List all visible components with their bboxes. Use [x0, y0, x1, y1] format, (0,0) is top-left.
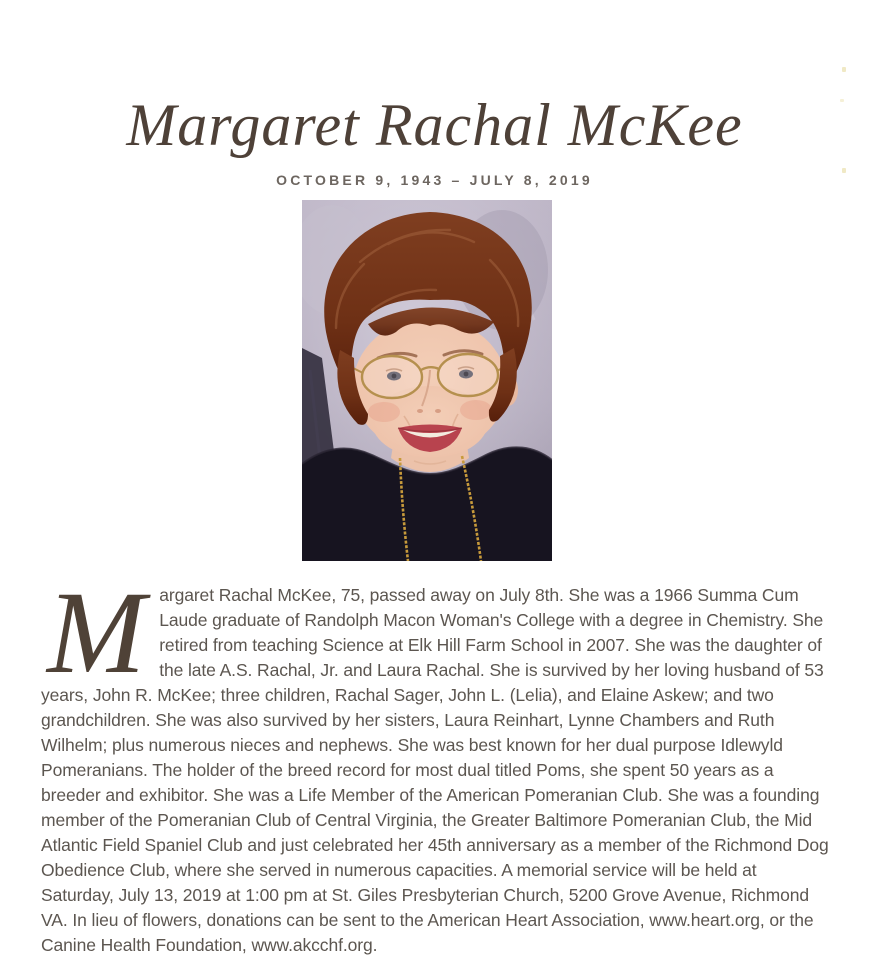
artifact-speck [842, 168, 846, 173]
artifact-speck [842, 67, 846, 72]
obituary-paragraph [41, 567, 831, 958]
drop-cap: M [47, 567, 146, 698]
page-title: Margaret Rachal McKee [126, 92, 743, 158]
life-dates: OCTOBER 9, 1943 – JULY 8, 2019 [276, 172, 593, 188]
portrait-photo [302, 200, 552, 561]
portrait-illustration [302, 200, 552, 561]
artifact-speck [840, 99, 844, 102]
obituary-text: argaret Rachal McKee, 75, passed away on July 8th. She was a 1966 Summa Cum Laude graduate of Randolph Macon Woman's College with a degree in Chemistry. She retired from teaching Science at Elk Hill Farm School in 2007. She was the daughter of the late A.S. Rachal, Jr. and Laura Rachal. She is survived by her loving husband of 53 years, John R. McKee; three children, Rachal Sager, John L. (Lelia), and Elaine Askew; and two grandchildren. She was also survived by her sisters, Laura Reinhart, Lynne Chambers and Ruth Wilhelm; plus numerous nieces and nephews. She was best known for her dual purpose Idlewyld Pomeranians. The holder of the breed record for most dual titled Poms, she spent 50 years as a breeder and exhibitor. She was a Life Member of the American Pomeranian Club. She was a founding member of the Pomeranian Club of Central Virginia, the Greater Baltimore Pomeranian Club, the Mid Atlantic Field Spaniel Club and just celebrated her 45th anniversary as a member of the Richmond Dog Obedience Club, where she served in numerous capacities. A memorial service will be held at Saturday, July 13, 2019 at 1:00 pm at St. Giles Presbyterian Church, 5200 Grove Avenue, Richmond VA. In lieu of flowers, donations can be sent to the American Heart Association, www.heart.org, or the Canine Health Foundation, www.akcchf.org. [41, 585, 829, 955]
